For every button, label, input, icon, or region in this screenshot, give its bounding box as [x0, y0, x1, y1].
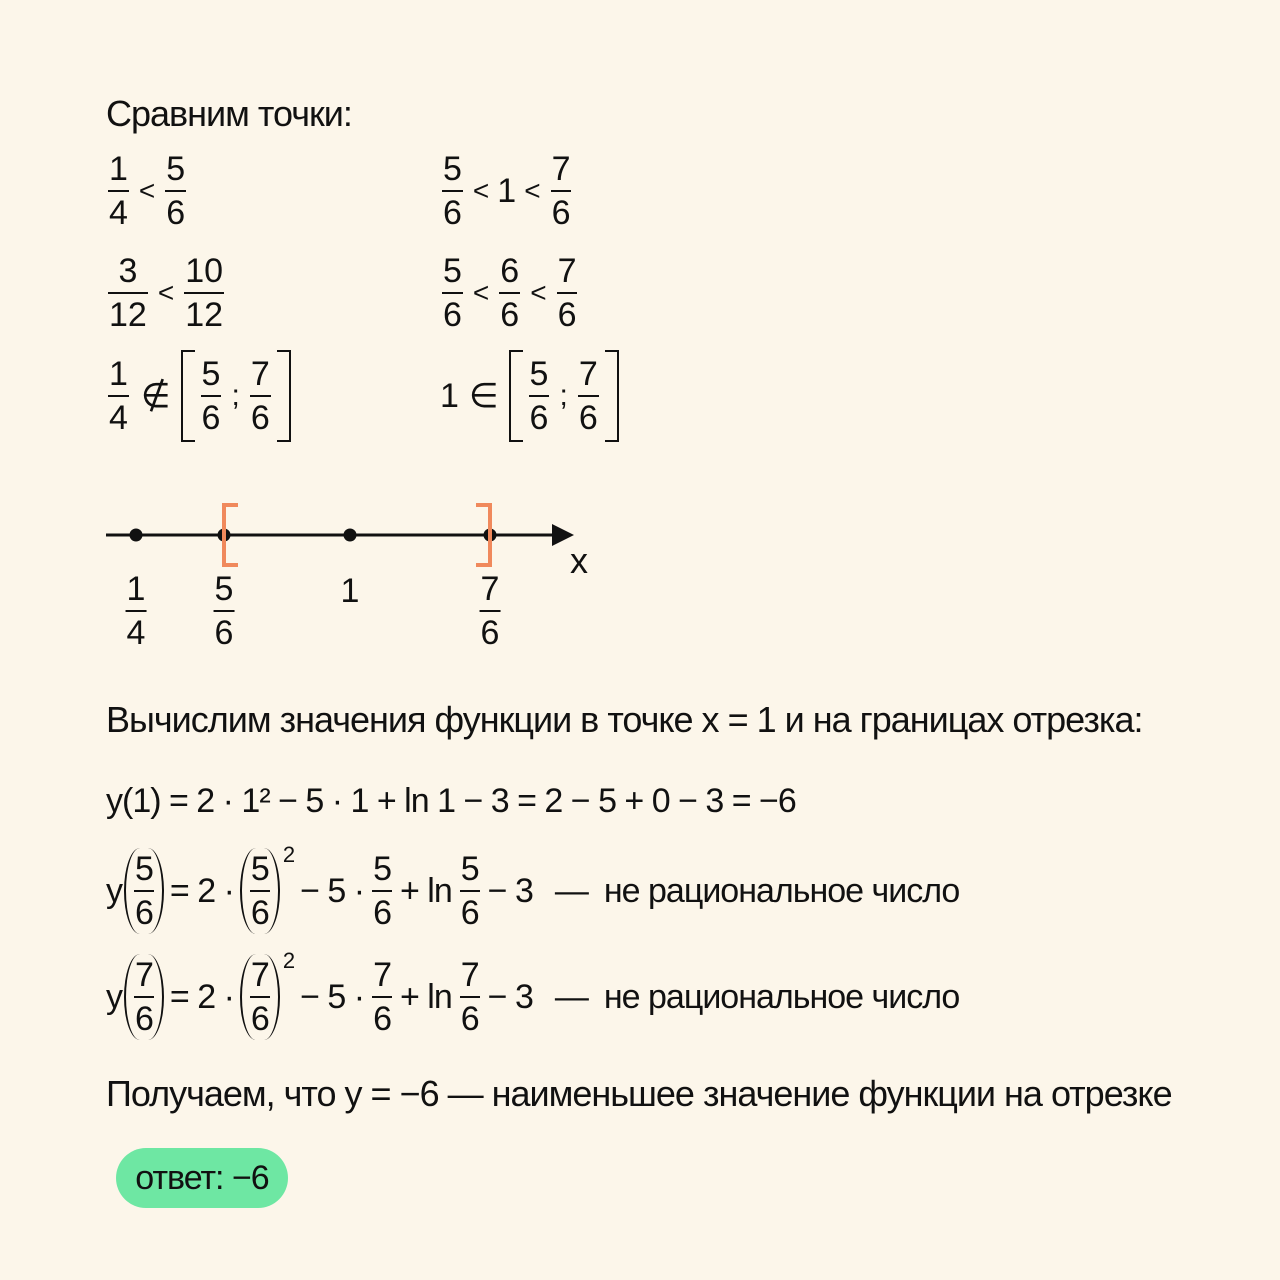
plus-ln: + ln	[399, 977, 452, 1016]
fraction: $\frac{1}{4}$	[109, 355, 128, 437]
in-symbol: ∈	[468, 377, 499, 415]
fraction: $\frac{5}{6}$	[460, 850, 479, 932]
integer: 1	[497, 171, 517, 210]
fraction: $\frac{5}{6}$	[135, 850, 153, 932]
fraction: $\frac{1}{4}$	[109, 150, 128, 232]
bracket-right	[605, 350, 619, 442]
fraction: $\frac{7}{6}$	[460, 956, 479, 1038]
function-y: y	[106, 871, 122, 910]
heading-compute: Вычислим значения функции в точке x = 1 и на границах отрезка:	[106, 699, 1143, 740]
equals-two: = 2 ·	[169, 977, 234, 1016]
fraction: $\frac{10}{12}$	[185, 252, 224, 334]
point-label	[478, 572, 503, 650]
function-y: y	[106, 977, 122, 1016]
fraction: $\frac{5}{6}$	[443, 252, 462, 334]
axis-label-x: x	[570, 540, 588, 581]
fraction: $\frac{5}{6}$	[250, 850, 269, 932]
compare-right-row-1	[440, 152, 573, 230]
point-label	[212, 572, 237, 650]
parentheses	[240, 954, 280, 1040]
fraction: $\frac{6}{6}$	[500, 252, 520, 334]
integer: 1	[440, 376, 459, 415]
bracket-right	[277, 350, 291, 442]
note: не рациональное число	[603, 871, 960, 910]
operator: <	[472, 277, 490, 308]
fraction: $\frac{7}{6}$	[480, 570, 500, 652]
point-label: 1	[340, 572, 360, 610]
operator: <	[157, 277, 175, 308]
heading-compare: Сравним точки:	[106, 93, 352, 134]
equation-y-1: y(1) = 2 · 1² − 5 · 1 + ln 1 − 3 = 2 − 5 + 0 − 3 = −6	[106, 782, 796, 820]
answer-badge: ответ: −6	[116, 1148, 288, 1208]
fraction: $\frac{1}{4}$	[126, 570, 146, 652]
minus-five: − 5 ·	[300, 871, 365, 910]
note: не рациональное число	[603, 977, 960, 1016]
em-dash: —	[554, 871, 588, 910]
minus-five: − 5 ·	[300, 977, 365, 1016]
compare-left-row-3	[106, 350, 291, 442]
point-marker	[344, 529, 357, 542]
fraction: $\frac{7}{6}$	[250, 956, 269, 1038]
fraction: $\frac{3}{12}$	[109, 252, 147, 334]
exponent: 2	[282, 842, 295, 867]
fraction: $\frac{5}{6}$	[443, 150, 462, 232]
em-dash: —	[554, 977, 588, 1016]
equals-two: = 2 ·	[169, 871, 234, 910]
equation-y-5-6	[106, 842, 960, 934]
compare-right-row-3	[440, 350, 619, 442]
parentheses	[240, 848, 280, 934]
fraction: $\frac{5}{6}$	[166, 150, 186, 232]
fraction: $\frac{7}{6}$	[551, 150, 571, 232]
operator: <	[138, 175, 156, 206]
bracket-left	[181, 350, 195, 442]
fraction: $\frac{7}{6}$	[578, 355, 598, 437]
fraction: $\frac{5}{6}$	[373, 850, 391, 932]
exponent: 2	[282, 948, 295, 973]
fraction: $\frac{7}{6}$	[250, 355, 270, 437]
separator: ;	[231, 379, 240, 412]
fraction: $\frac{5}{6}$	[201, 355, 221, 437]
minus-three: − 3	[487, 871, 533, 910]
compare-left-row-1	[106, 152, 188, 230]
bracket-left	[509, 350, 523, 442]
fraction: $\frac{7}{6}$	[557, 252, 577, 334]
parentheses	[124, 954, 164, 1040]
plus-ln: + ln	[399, 871, 452, 910]
fraction: $\frac{7}{6}$	[135, 956, 153, 1038]
not-in-symbol: ∉	[140, 377, 171, 415]
separator: ;	[559, 379, 568, 412]
operator: <	[524, 175, 541, 206]
parentheses	[124, 848, 164, 934]
fraction: $\frac{5}{6}$	[214, 570, 234, 652]
compare-left-row-2	[106, 254, 226, 332]
point-label	[124, 572, 149, 650]
fraction: $\frac{7}{6}$	[373, 956, 391, 1038]
minus-three: − 3	[487, 977, 533, 1016]
operator: <	[472, 175, 490, 206]
equation-y-7-6	[106, 948, 960, 1040]
fraction: $\frac{5}{6}$	[529, 355, 549, 437]
compare-right-row-2	[440, 254, 579, 332]
operator: <	[530, 277, 547, 308]
point-marker	[130, 529, 143, 542]
number-line	[0, 490, 640, 580]
conclusion: Получаем, что y = −6 — наименьшее значение функции на отрезке	[106, 1073, 1172, 1114]
